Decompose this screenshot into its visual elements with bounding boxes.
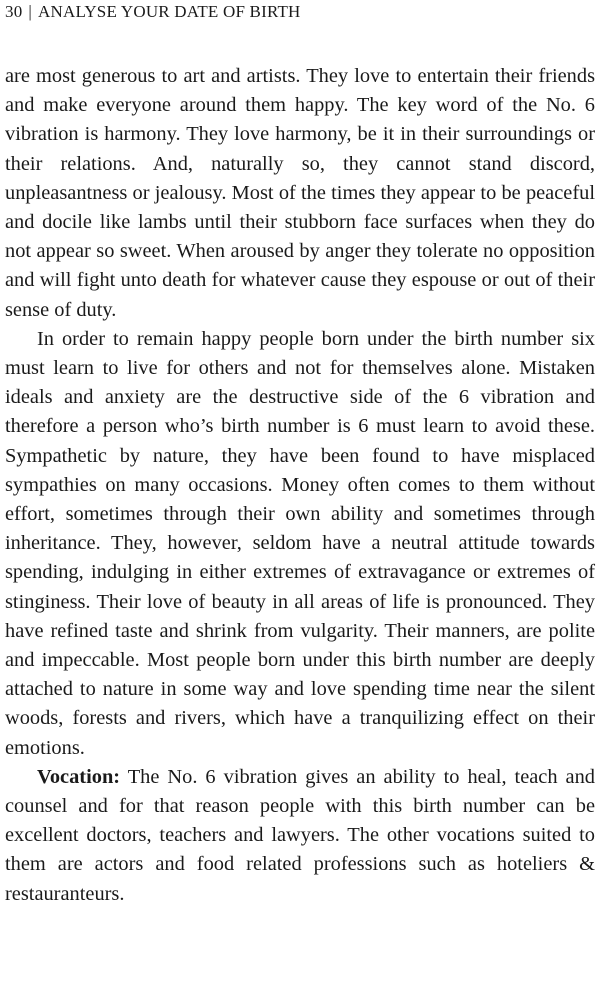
- running-title: ANALYSE YOUR DATE OF BIRTH: [38, 2, 301, 21]
- running-header: [5, 2, 301, 22]
- paragraph-continued: [5, 62, 595, 325]
- paragraph-vocation: [5, 763, 595, 909]
- page-number: 30: [5, 2, 23, 21]
- paragraph-text: are most generous to art and artists. They love to entertain their friends and make everyone around them happy. The key word of the No. 6 vibration is harmony. They love harmony, be it in their surroundings or their relations. And, naturally so, they cannot stand discord, unpleasantness or jealousy. Most of the times they appear to be peaceful and docile like lambs until their stubborn face surfaces when they do not appear so sweet. When aroused by anger they tolerate no opposition and will fight unto death for whatever cause they espouse or out of their sense of duty.: [5, 65, 595, 321]
- paragraph-text: The No. 6 vibration gives an ability to heal, teach and counsel and for that reason people with this birth number can be excellent doctors, teachers and lawyers. The other vocations suited to them are actors and food related professions such as hoteliers & restauranteurs.: [5, 765, 595, 905]
- vocation-heading: Vocation:: [37, 765, 121, 788]
- body-text: [5, 62, 595, 909]
- paragraph-text: In order to remain happy people born under the birth number six must learn to live for others and not for themselves alone. Mistaken ideals and anxiety are the destructive side of the 6 vibration and therefore a person who’s birth number is 6 must learn to avoid these. Sympathetic by nature, they have been found to have misplaced sympathies on many occasions. Money often comes to them without effort, sometimes through their own ability and sometimes through inheritance. They, however, seldom have a neutral attitude towards spending, indulging in either extremes of extravagance or extremes of stinginess. Their love of beauty in all areas of life is pronounced. They have refined taste and shrink from vulgarity. Their manners, are polite and impeccable. Most people born under this birth number are deeply attached to nature in some way and love spending time near the silent woods, forests and rivers, which have a tranquilizing effect on their emotions.: [5, 327, 595, 759]
- header-separator: |: [28, 2, 33, 21]
- paragraph-birth-number-six: [5, 325, 595, 763]
